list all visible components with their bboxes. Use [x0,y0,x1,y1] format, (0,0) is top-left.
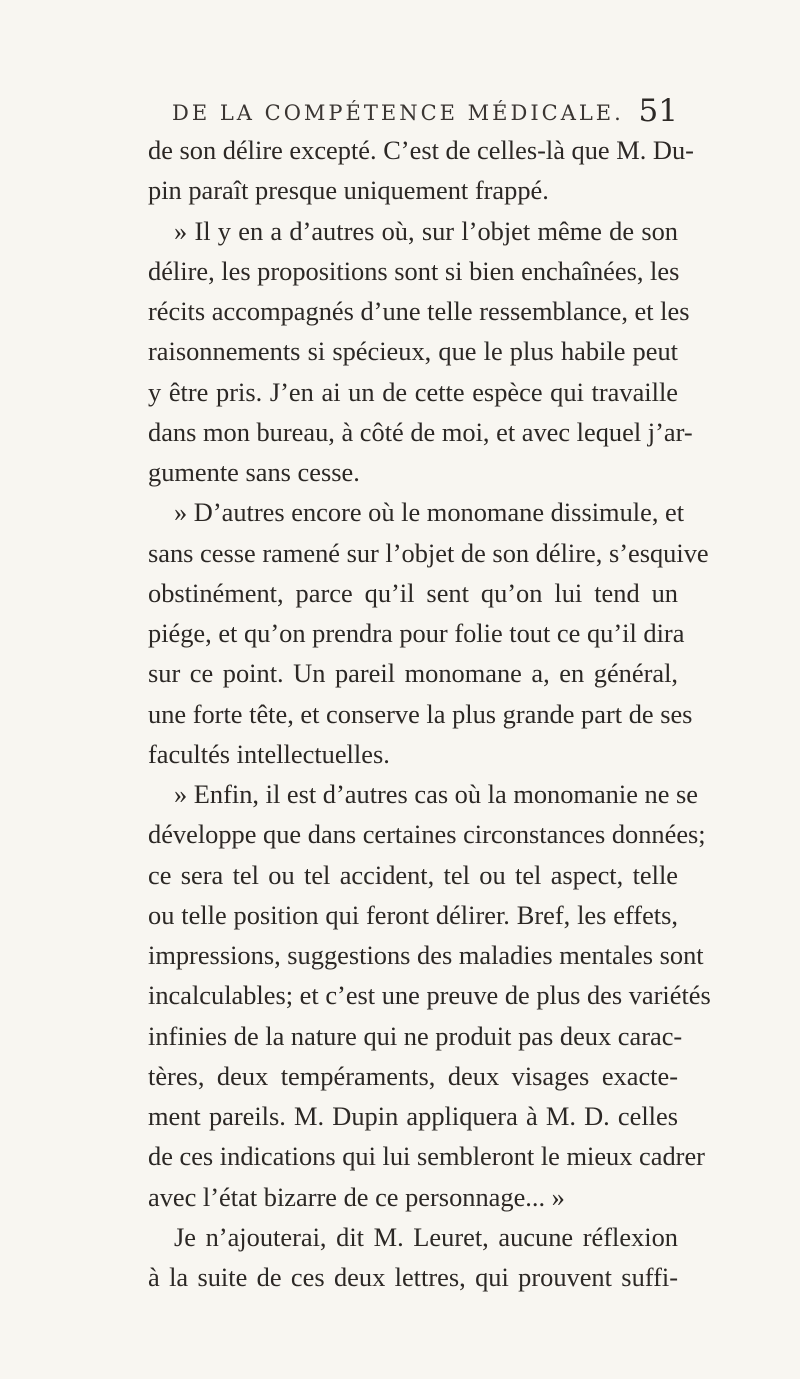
text-line: délire, les propositions sont si bien enchaînées, les [148,255,680,286]
text-line: dans mon bureau, à côté de moi, et avec lequel j’ar- [148,416,693,447]
text-line: facultés intellectuelles. [148,738,390,769]
text-line: » D’autres encore où le monomane dissimule, et [174,497,685,528]
text-line: ment pareils. M. Dupin appliquera à M. D. celles [148,1101,678,1131]
text-line: impressions, suggestions des maladies mentales sont [148,940,704,970]
page-number: 51 [638,93,678,129]
text-line: ce sera tel ou tel accident, tel ou tel aspect, telle [148,859,678,890]
text-line: ou telle position qui feront délirer. Bref, les effets, [148,899,678,930]
text-line: tères, deux tempéraments, deux visages exacte- [148,1060,678,1091]
text-line: avec l’état bizarre de ce personnage... » [148,1181,565,1212]
text-line: sans cesse ramené sur l’objet de son délire, s’esquive [148,537,709,568]
text-line: pin paraît presque uniquement frappé. [148,175,549,206]
text-line: y être pris. J’en ai un de cette espèce qui travaille [148,376,678,407]
text-line: à la suite de ces deux lettres, qui prouvent suffi- [148,1262,678,1292]
text-line: » Enfin, il est d’autres cas où la monomanie ne se [174,779,698,809]
text-line: Je n’ajouterai, dit M. Leuret, aucune réflexion [174,1221,678,1252]
text-line: gumente sans cesse. [148,457,360,487]
text-line: de ces indications qui lui sembleront le mieux cadrer [148,1141,705,1172]
text-line: infinies de la nature qui ne produit pas deux carac- [148,1020,683,1051]
running-title: DE LA COMPÉTENCE MÉDICALE. [172,101,624,125]
text-line: de son délire excepté. C’est de celles-là que M. Du- [148,135,694,165]
text-line: une forte tête, et conserve la plus grande part de ses [148,698,693,729]
text-line: obstinément, parce qu’il sent qu’on lui tend un [148,577,678,608]
text-line: développe que dans certaines circonstances données; [148,819,706,850]
body-text [148,130,711,1297]
text-line: incalculables; et c’est une preuve de plus des variétés [148,980,711,1011]
text-line: récits accompagnés d’une telle ressemblance, et les [148,296,690,326]
text-line: piége, et qu’on prendra pour folie tout ce qu’il dira [148,618,685,648]
text-line: » Il y en a d’autres où, sur l’objet même de son [174,215,678,246]
text-line: sur ce point. Un pareil monomane a, en général, [148,658,678,689]
text-line: raisonnements si spécieux, que le plus habile peut [148,336,678,367]
